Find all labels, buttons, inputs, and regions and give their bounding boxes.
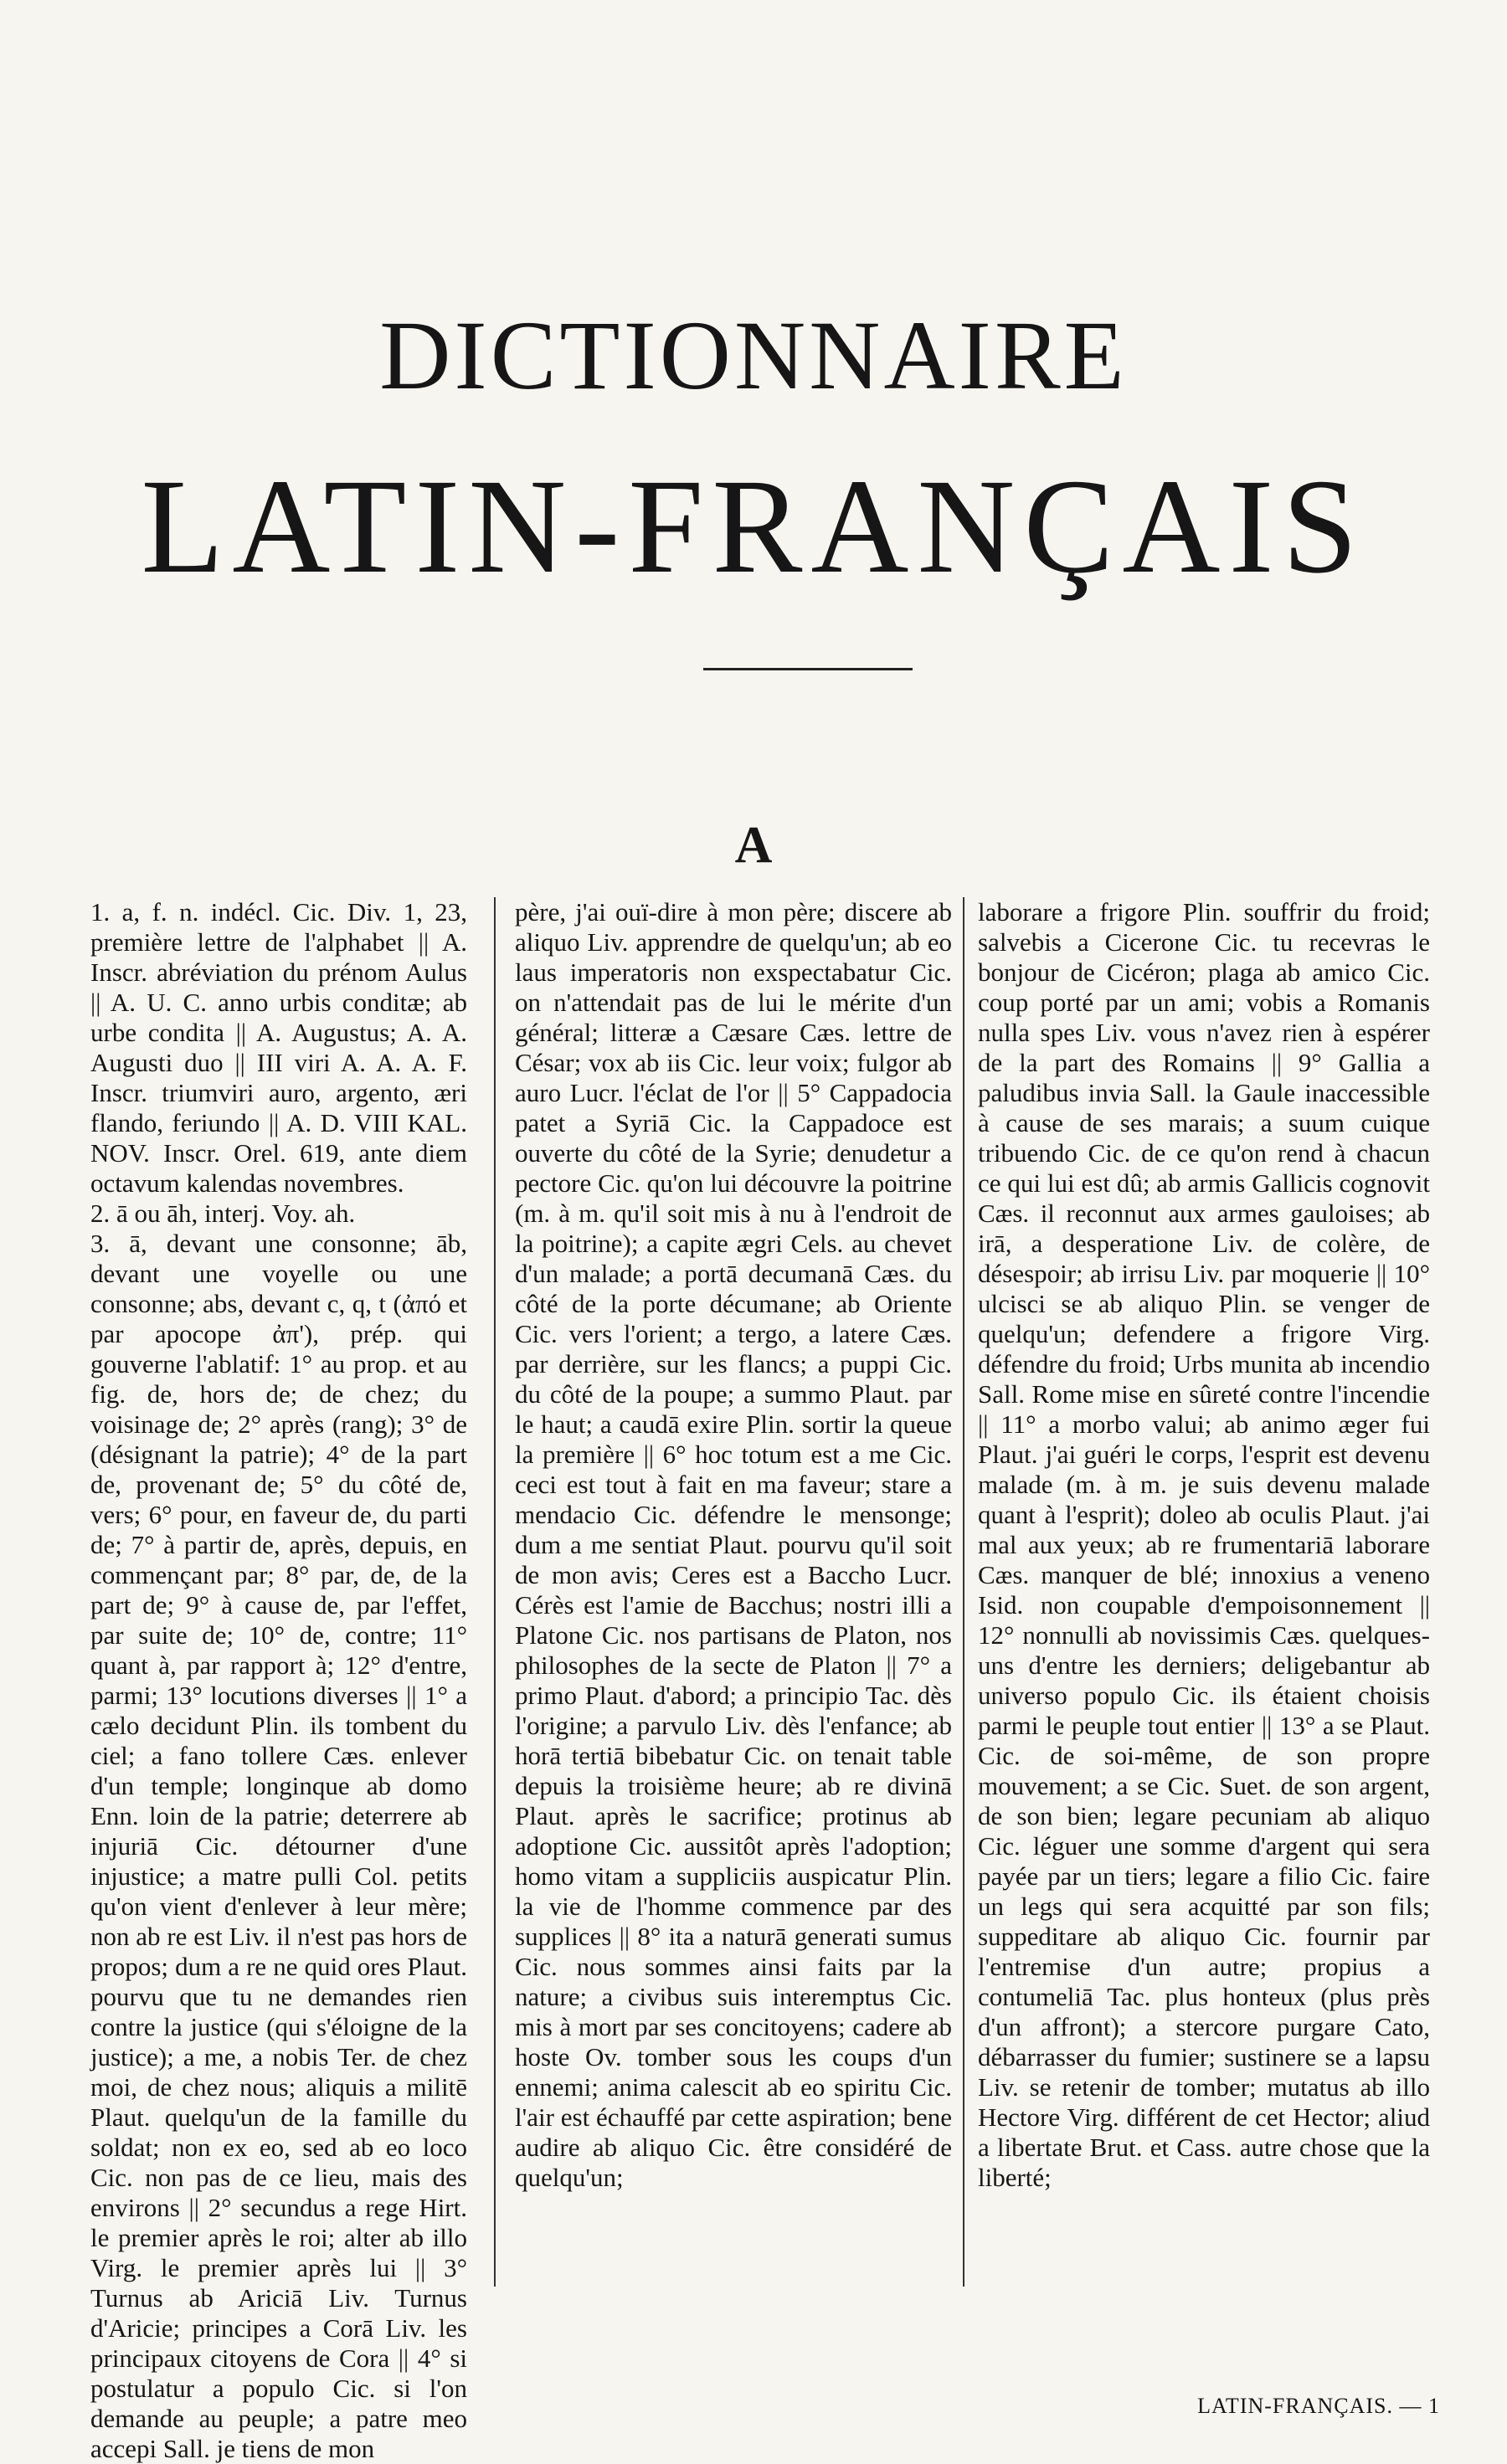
section-letter: A xyxy=(734,817,773,874)
text-column-3 xyxy=(978,897,1430,2295)
dictionary-entry: 3. ā, devant une consonne; āb, devant une voyelle ou une consonne; abs, devant c, q, t (ἀπό et par apocope ἀπ'), prép. qui gouverne l'ablatif: 1° au prop. et au fig. de, hors de; de chez; du voisinage de; 2° après (rang); 3° de (désignant la patrie); 4° de la part de, provenant de; 5° du côté de, vers; 6° pour, en faveur de, du parti de; 7° à partir de, après, depuis, en commençant par; 8° par, de, de la part de; 9° à cause de, par l'effet, par suite de; 10° de, contre; 11° quant à, par rapport à; 12° d'entre, parmi; 13° locutions diverses || 1° a cælo decidunt Plin. ils tombent du ciel; a fano tollere Cæs. enlever d'un temple; longinque ab domo Enn. loin de la patrie; deterrere ab injuriā Cic. détourner d'une injustice; a matre pulli Col. petits qu'on vient d'enlever à leur mère; non ab re est Liv. il n'est pas hors de propos; dum a re ne quid ores Plaut. pourvu que tu ne demandes rien contre la justice (qui s'éloigne de la justice); a me, a nobis Ter. de chez moi, de chez nous; aliquis a militē Plaut. quelqu'un de la famille du soldat; non ex eo, sed ab eo loco Cic. non pas de ce lieu, mais des environs || 2° secundus a rege Hirt. le premier après le roi; alter ab illo Virg. le premier après lui || 3° Turnus ab Ariciā Liv. Turnus d'Aricie; principes a Corā Liv. les principaux citoyens de Cora || 4° si postulatur a populo Cic. si l'on demande au peuple; a patre meo accepi Sall. je tiens de mon xyxy=(90,1229,467,2463)
title-rule xyxy=(703,668,913,670)
dictionary-entry: 1. a, f. n. indécl. Cic. Div. 1, 23, première lettre de l'alphabet || A. Inscr. abréviation du prénom Aulus || A. U. C. anno urbis conditæ; ab urbe condita || A. Augustus; A. A. Augusti duo || III viri A. A. A. F. Inscr. triumviri auro, argento, æri flando, feriundo || A. D. VIII KAL. NOV. Inscr. Orel. 619, ante diem octavum kalendas novembres. xyxy=(90,897,467,1198)
page-footer: LATIN-FRANÇAIS. — 1 xyxy=(1197,2394,1440,2418)
text-column-1 xyxy=(90,897,467,2463)
column-divider xyxy=(963,897,964,2287)
title-line-2: LATIN-FRANÇAIS xyxy=(141,452,1366,602)
column-divider xyxy=(494,897,496,2287)
dictionary-entry: père, j'ai ouï-dire à mon père; discere ab aliquo Liv. apprendre de quelqu'un; ab eo laus imperatoris non exspectabatur Cic. on n'attendait pas de lui le mérite d'un général; litteræ a Cæsare Cæs. lettre de César; vox ab iis Cic. leur voix; fulgor ab auro Lucr. l'éclat de l'or || 5° Cappadocia patet a Syriā Cic. la Cappadoce est ouverte du côté de la Syrie; denudetur a pectore Cic. qu'on lui découvre la poitrine (m. à m. qu'il soit mis à nu à l'endroit de la poitrine); a capite ægri Cels. au chevet d'un malade; a portā decumanā Cæs. du côté de la porte décumane; ab Oriente Cic. vers l'orient; a tergo, a latere Cæs. par derrière, sur les flancs; a puppi Cic. du côté de la poupe; a summo Plaut. par le haut; a caudā exire Plin. sortir la queue la première || 6° hoc totum est a me Cic. ceci est tout à fait en ma faveur; stare a mendacio Cic. défendre le mensonge; dum a me sentiat Plaut. pourvu qu'il soit de mon avis; Ceres est a Baccho Lucr. Cérès est l'amie de Bacchus; nostri illi a Platone Cic. nos partisans de Platon, nos philosophes de la secte de Platon || 7° a primo Plaut. d'abord; a principio Tac. dès l'origine; a parvulo Liv. dès l'enfance; ab horā tertiā bibebatur Cic. on tenait table depuis la troisième heure; ab re divinā Plaut. après le sacrifice; protinus ab adoptione Cic. aussitôt après l'adoption; homo vitam a suppliciis auspicatur Plin. la vie de l'homme commence par des supplices || 8° ita a naturā generati sumus Cic. nous sommes ainsi faits par la nature; a civibus suis interemptus Cic. mis à mort par ses concitoyens; cadere ab hoste Ov. tomber sous les coups d'un ennemi; anima calescit ab eo spiritu Cic. l'air est échauffé par cette aspiration; bene audire ab aliquo Cic. être considéré de quelqu'un; xyxy=(515,897,952,2192)
dictionary-entry: 2. ā ou āh, interj. Voy. ah. xyxy=(90,1199,356,1228)
dictionary-entry: laborare a frigore Plin. souffrir du froid; salvebis a Cicerone Cic. tu recevras le bonjour de Cicéron; plaga ab amico Cic. coup porté par un ami; vobis a Romanis nulla spes Liv. vous n'avez rien à espérer de la part des Romains || 9° Gallia a paludibus invia Sall. la Gaule inaccessible à cause de ses marais; a suum cuique tribuendo Cic. de ce qu'on rend à chacun ce qui lui est dû; ab armis Gallicis cognovit Cæs. il reconnut aux armes gauloises; ab irā, a desperatione Liv. de colère, de désespoir; ab irrisu Liv. par moquerie || 10° ulcisci se ab aliquo Plin. se venger de quelqu'un; defendere a frigore Virg. défendre du froid; Urbs munita ab incendio Sall. Rome mise en sûreté contre l'incendie || 11° a morbo valui; ab animo æger fui Plaut. j'ai guéri le corps, l'esprit est devenu malade (m. à m. je suis devenu malade quant à l'esprit); doleo ab oculis Plaut. j'ai mal aux yeux; ab re frumentariā laborare Cæs. manquer de blé; innoxius a veneno Isid. non coupable d'empoisonnement || 12° nonnulli ab novissimis Cæs. quelques-uns d'entre les derniers; deligebantur ab universo populo Cic. ils étaient choisis parmi le peuple tout entier || 13° a se Plaut. Cic. de soi-même, de son propre mouvement; a se Cic. Suet. de son argent, de son bien; legare pecuniam ab aliquo Cic. léguer une somme d'argent qui sera payée par un tiers; legare a filio Cic. faire un legs qui sera acquitté par son fils; suppeditare ab aliquo Cic. fournir par l'entremise d'un autre; propius a contumeliā Tac. plus honteux (plus près d'un affront); a stercore purgare Cato, débarrasser du fumier; sustinere se a lapsu Liv. se retenir de tomber; mutatus ab illo Hectore Virg. différent de cet Hector; aliud a libertate Brut. et Cass. autre chose que la liberté; xyxy=(978,897,1430,2192)
title-line-1: DICTIONNAIRE xyxy=(379,300,1128,410)
text-column-2 xyxy=(515,897,952,2295)
